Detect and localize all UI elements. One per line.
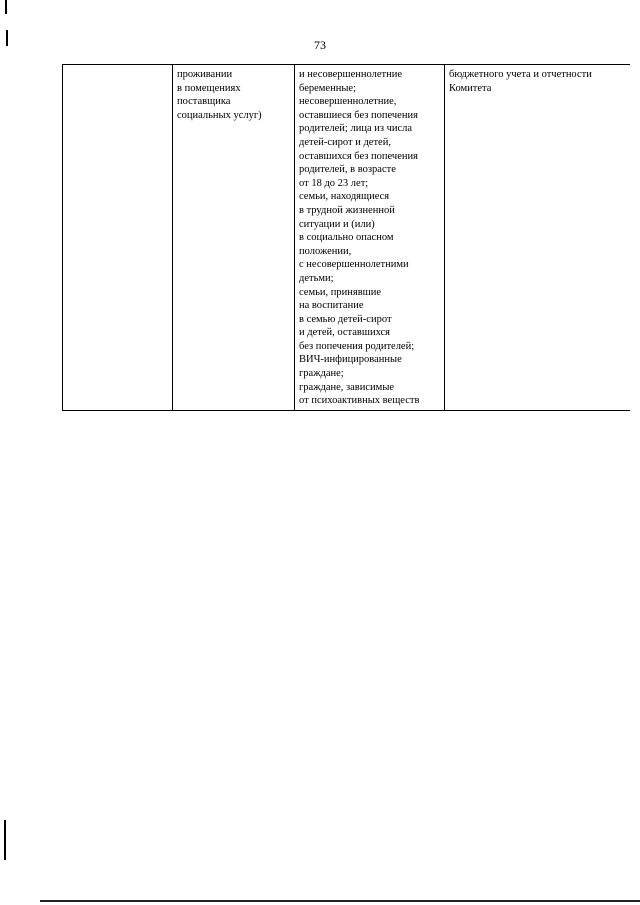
page-number: 73	[314, 38, 326, 52]
table-cell-column-1	[63, 65, 173, 411]
cell-text-line: на воспитание	[299, 300, 364, 312]
cell-text-line: семьи, принявшие	[299, 286, 382, 298]
cell-text-line: проживании	[177, 69, 233, 80]
bottom-scan-edge-line	[40, 900, 640, 902]
cell-text-line: несовершеннолетние,	[299, 96, 397, 108]
cell-text-line: ситуации и (или)	[299, 218, 375, 230]
table-cell-column-2	[173, 65, 295, 411]
cell-text-line: от психоактивных веществ	[299, 395, 420, 407]
cell-text-line: в помещениях	[177, 82, 241, 94]
scan-artifact-mark-lower	[4, 820, 6, 860]
cell-text-line: беременные;	[299, 82, 356, 94]
scan-artifact-mark-top	[5, 0, 7, 14]
cell-text-line: положении,	[299, 245, 352, 257]
cell-text-line: от 18 до 23 лет;	[299, 177, 369, 189]
cell-text-line: с несовершеннолетними	[299, 259, 409, 271]
cell-text-line: в социально опасном	[299, 232, 394, 244]
cell-text-line: Комитета	[449, 82, 492, 94]
table-cell-column-3	[295, 65, 445, 411]
cell-text-line: граждане;	[299, 368, 344, 380]
cell-text-line: в трудной жизненной	[299, 204, 395, 216]
table-cell-column-4	[445, 65, 630, 411]
table-row	[63, 65, 630, 411]
cell-text-line: и несовершеннолетние	[299, 69, 402, 80]
cell-text-line: родителей; лица из числа	[299, 123, 413, 135]
cell-text-line: семьи, находящиеся	[299, 191, 390, 203]
cell-text-line: и детей, оставшихся	[299, 327, 391, 339]
cell-text-line: ВИЧ-инфицированные	[299, 354, 402, 366]
cell-text-line: поставщика	[177, 96, 231, 108]
cell-text-line: детей-сирот и детей,	[299, 136, 391, 148]
cell-text-line: в семью детей-сирот	[299, 313, 392, 325]
cell-text-line: без попечения родителей;	[299, 340, 415, 352]
cell-text-line: родителей, в возрасте	[299, 164, 396, 176]
cell-text-line: оставшихся без попечения	[299, 150, 418, 162]
cell-text-line: оставшиеся без попечения	[299, 109, 418, 121]
cell-text-line: бюджетного учета и отчетности	[449, 69, 592, 80]
cell-text-line: социальных услуг)	[177, 109, 262, 121]
continuation-table	[62, 64, 630, 411]
cell-text-line: граждане, зависимые	[299, 381, 395, 393]
cell-text-line: детьми;	[299, 272, 334, 284]
